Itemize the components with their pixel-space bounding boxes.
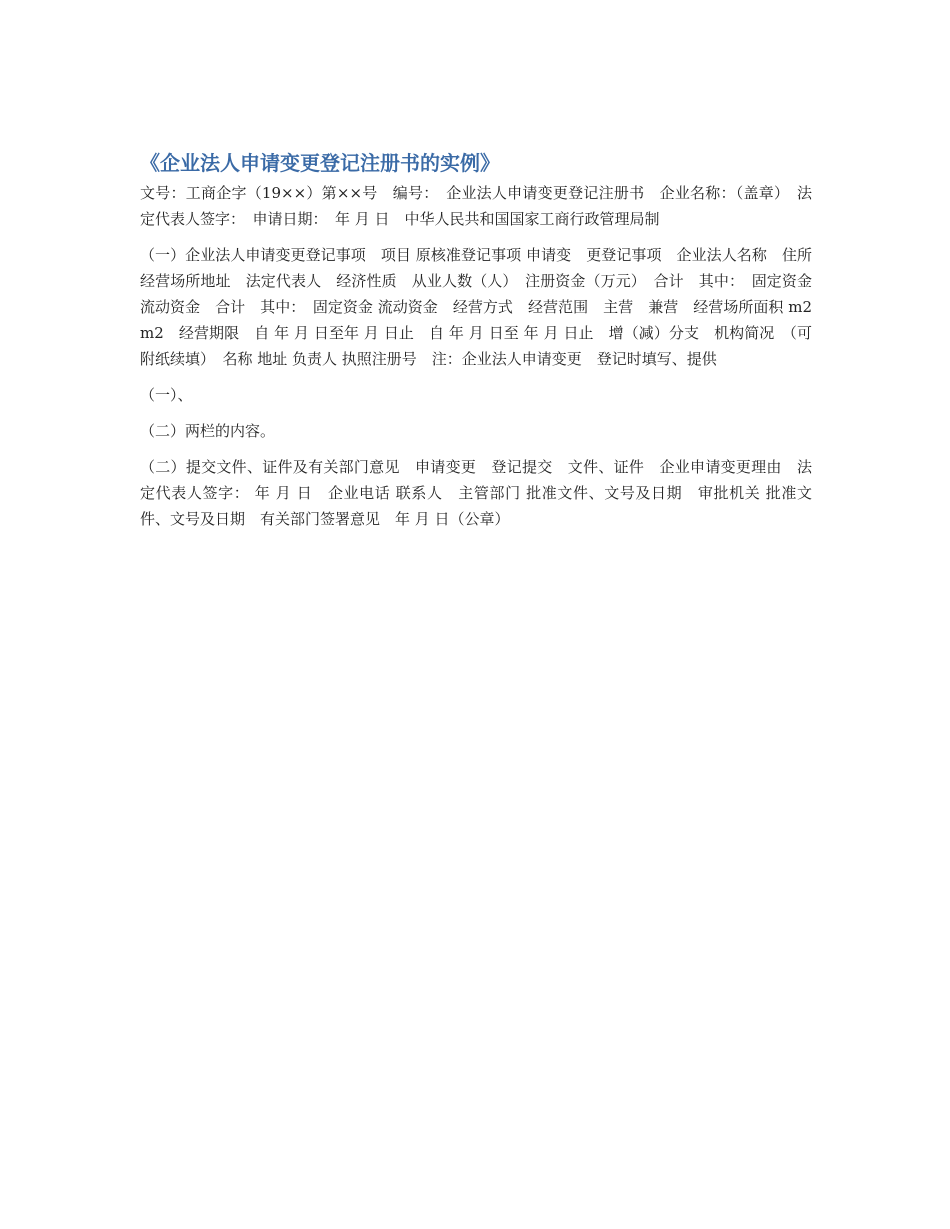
paragraph-documents-and-opinions: （二）提交文件、证件及有关部门意见 申请变更 登记提交 文件、证件 企业申请变更理由 法定代表人签字： 年 月 日 企业电话 联系人 主管部门 批准文件、文号及日期 审批机关 批准文件、文号及日期 有关部门签署意见 年 月 日（公章） [140,458,812,528]
paragraph-change-items: （一）企业法人申请变更登记事项 项目 原核准登记事项 申请变 更登记事项 企业法人名称 住所 经营场所地址 法定代表人 经济性质 从业人数（人） 注册资金（万元） 合计 其中： 固定资金 流动资金 合计 其中： 固定资金 流动资金 经营方式 经营范围 主营 兼营 经营场所面积 m2 m2 经营期限 自 年 月 日至年 月 日止 自 年 月 日至 年 月 日止 增（减）分支 机构简况 （可附纸续填） 名称 地址 负责人 执照注册号 注：企业法人申请变更 登记时填写、提供 [140,246,828,368]
paragraph-header-info: 文号：工商企字（19××）第××号 编号： 企业法人申请变更登记注册书 企业名称：（盖章） 法定代表人签字： 申请日期： 年 月 日 中华人民共和国国家工商行政管理局制 [140,184,812,228]
document-page [140,148,828,542]
document-title: 《企业法人申请变更登记注册书的实例》 [140,151,500,175]
paragraph-note-2: （二）两栏的内容。 [140,422,276,440]
paragraph-note-1: （一）、 [140,386,193,404]
